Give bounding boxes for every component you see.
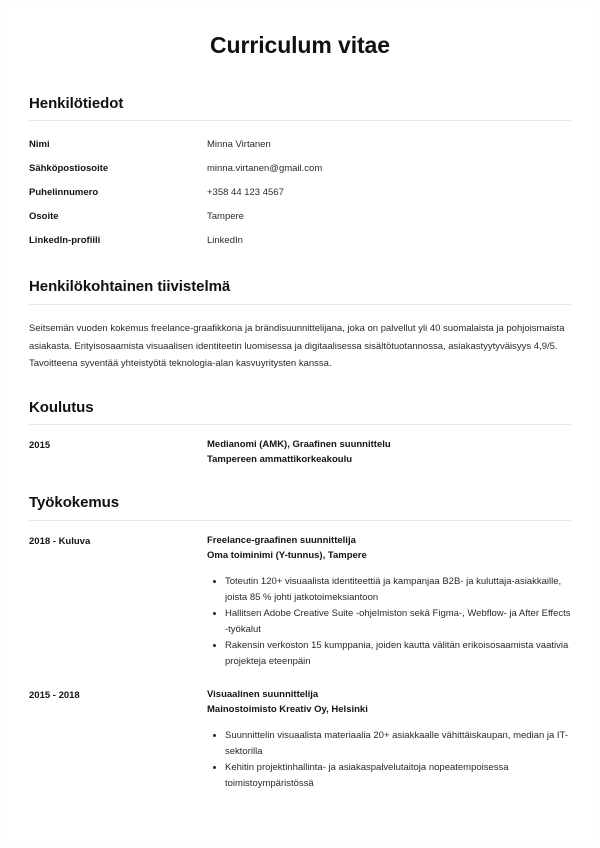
list-item	[207, 760, 571, 791]
list-item	[207, 606, 571, 637]
work-entry-bullets	[207, 717, 571, 791]
education-entry-date: 2015	[29, 439, 51, 451]
detail-row	[29, 205, 571, 229]
bullet-point-icon	[213, 734, 216, 737]
section-personal-summary	[29, 278, 571, 372]
work-entry-role: Visuaalinen suunnittelija	[207, 689, 319, 701]
education-entry-body	[207, 438, 571, 467]
list-item-text: Kehitin projektinhallinta- ja asiakaspalvelutaitoja nopeatempoisessa toimistoympäristössä	[225, 762, 509, 789]
detail-value-phone: +358 44 123 4567	[207, 187, 284, 199]
page-title: Curriculum vitae	[210, 32, 390, 58]
section-heading-work-experience: Työkokemus	[29, 494, 120, 512]
list-item-text: Hallitsen Adobe Creative Suite -ohjelmiston sekä Figma-, Webflow- ja After Effects -työkalut	[225, 608, 571, 635]
list-item	[207, 574, 571, 605]
detail-label-email: Sähköpostiosoite	[29, 163, 109, 175]
work-entry-list	[29, 521, 571, 792]
education-entry-institution: Tampereen ammattikorkeakoulu	[207, 453, 353, 465]
section-divider	[29, 120, 571, 121]
detail-label-address: Osoite	[29, 211, 59, 223]
bullet-point-icon	[213, 766, 216, 769]
work-entry-bullets	[207, 563, 571, 669]
education-entry	[29, 438, 571, 467]
section-work-experience	[29, 494, 571, 792]
work-entry-body	[207, 534, 571, 670]
list-item-text: Suunnittelin visuaalista materiaalia 20+ asiakkaalle vähittäiskaupan, median ja IT-sektorilla	[225, 730, 568, 757]
detail-value-linkedin: LinkedIn	[207, 235, 243, 247]
bullet-point-icon	[213, 580, 216, 583]
bullet-point-icon	[213, 612, 216, 615]
section-heading-personal-details: Henkilötiedot	[29, 94, 124, 112]
work-entry-body	[207, 688, 571, 792]
detail-row	[29, 157, 571, 181]
education-entry-degree: Medianomi (AMK), Graafinen suunnittelu	[207, 439, 391, 451]
detail-row	[29, 133, 571, 157]
list-item-text: Toteutin 120+ visuaalista identiteettiä ja kampanjaa B2B- ja kuluttaja-asiakkaille, joista 85 % johti jatkotoimeksiantoon	[225, 576, 562, 603]
section-personal-details	[29, 95, 571, 254]
education-entry-list	[29, 425, 571, 467]
summary-paragraph: Seitsemän vuoden kokemus freelance-graafikkona ja brändisuunnittelijana, joka on palvellut yli 40 suomalaista ja pohjoismaista asiakasta. Erityisosaamista visuaalisen identiteetin luomisessa ja digitaalisessa sisältötuotannossa, asiakastyytyväisyys 4,9/5. Tavoitteena syventää yhteistyötä teknologia-alan kasvuyritysten kanssa.	[29, 323, 565, 370]
work-entry-date: 2015 - 2018	[29, 689, 80, 701]
detail-row	[29, 229, 571, 253]
work-entry-company: Oma toiminimi (Y-tunnus), Tampere	[207, 549, 367, 561]
detail-value-address: Tampere	[207, 211, 244, 223]
work-entry	[29, 688, 571, 792]
bullet-point-icon	[213, 644, 216, 647]
list-item-text: Rakensin verkoston 15 kumppania, joiden kautta välitän erikoisosaamista vaativia projekteja eteenpäin	[225, 640, 569, 667]
work-entry-date: 2018 - Kuluva	[29, 535, 91, 547]
section-heading-personal-summary: Henkilökohtainen tiivistelmä	[29, 278, 231, 296]
detail-label-linkedin: LinkedIn-profiili	[29, 235, 101, 247]
detail-label-nimi: Nimi	[29, 139, 50, 151]
personal-details-list	[29, 133, 571, 253]
work-entry-role: Freelance-graafinen suunnittelija	[207, 535, 356, 547]
detail-label-phone: Puhelinnumero	[29, 187, 99, 199]
work-entry	[29, 534, 571, 670]
detail-value-email: minna.virtanen@gmail.com	[207, 163, 323, 175]
section-education	[29, 399, 571, 468]
section-heading-education: Koulutus	[29, 398, 94, 416]
work-entry-company: Mainostoimisto Kreativ Oy, Helsinki	[207, 703, 368, 715]
detail-value-nimi: Minna Virtanen	[207, 139, 271, 151]
list-item	[207, 638, 571, 669]
detail-row	[29, 181, 571, 205]
list-item	[207, 728, 571, 759]
